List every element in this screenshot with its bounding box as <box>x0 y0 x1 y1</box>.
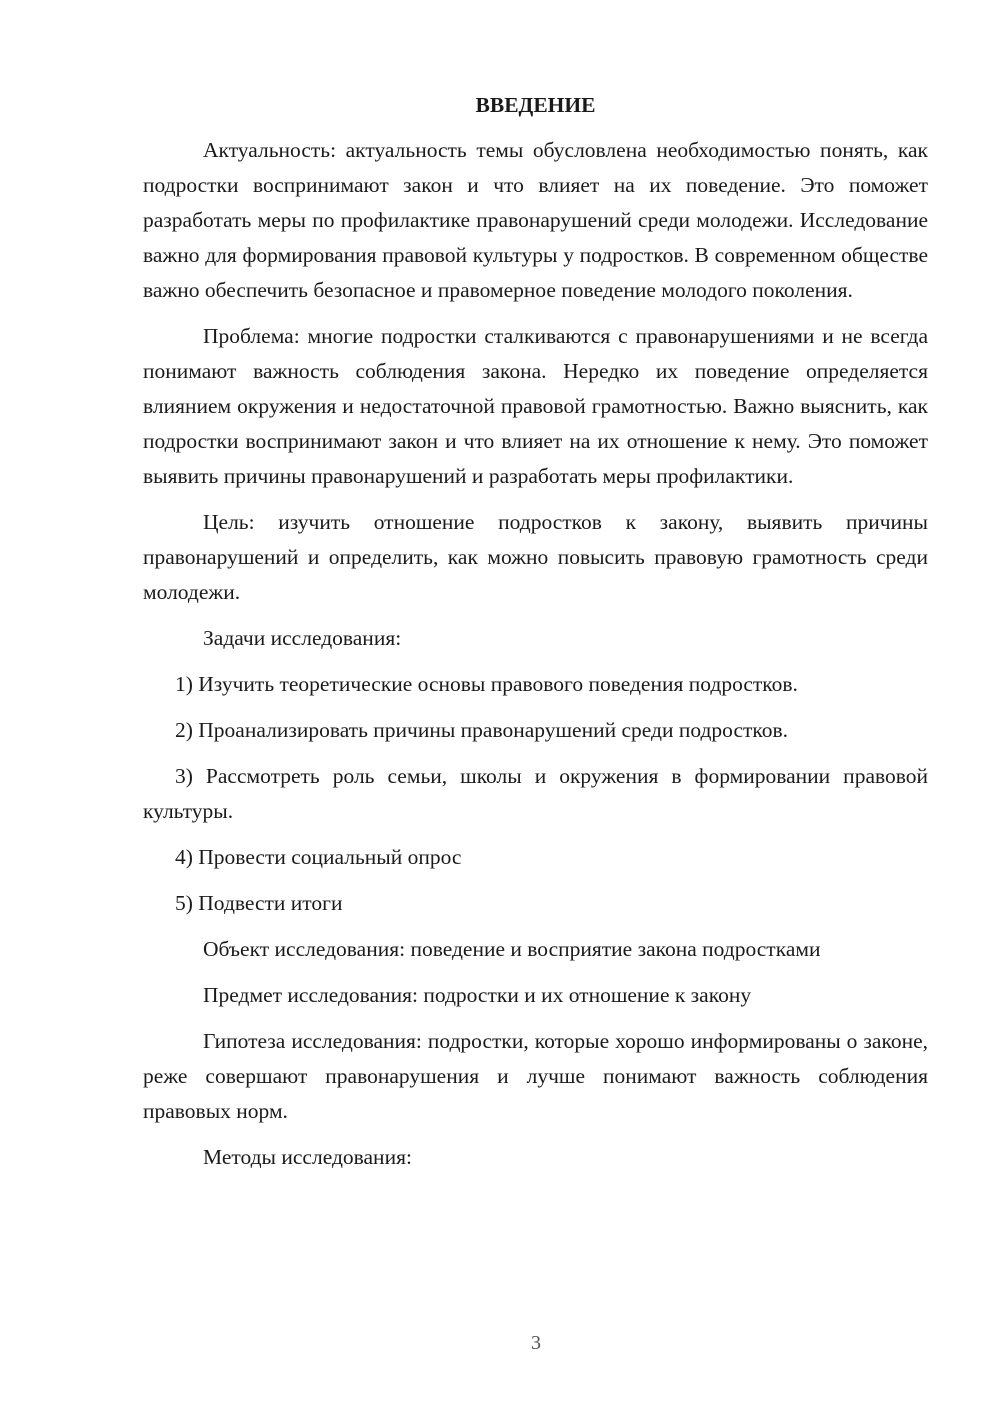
tasks-heading: Задачи исследования: <box>203 626 402 650</box>
hypothesis-paragraph: Гипотеза исследования: подростки, которые хорошо информированы о законе, реже совершают правонарушения и лучше понимают важность соблюдения правовых норм. <box>143 1029 928 1123</box>
section-heading: ВВЕДЕНИЕ <box>475 93 596 117</box>
task-item: 4) Провести социальный опрос <box>175 845 462 869</box>
methods-heading: Методы исследования: <box>203 1145 412 1169</box>
relevance-paragraph: Актуальность: актуальность темы обусловлена необходимостью понять, как подростки воспринимают закон и что влияет на их поведение. Это поможет разработать меры по профилактике правонарушений среди молодежи. Исследование важно для формирования правовой культуры у подростков. В современном обществе важно обеспечить безопасное и правомерное поведение молодого поколения. <box>143 138 928 302</box>
page-number: 3 <box>531 1332 541 1354</box>
problem-paragraph: Проблема: многие подростки сталкиваются с правонарушениями и не всегда понимают важность соблюдения закона. Нередко их поведение определяется влиянием окружения и недостаточной правовой грамотностью. Важно выяснить, как подростки воспринимают закон и что влияет на их отношение к нему. Это поможет выявить причины правонарушений и разработать меры профилактики. <box>143 324 928 488</box>
task-item: 1) Изучить теоретические основы правового поведения подростков. <box>175 672 798 696</box>
task-item: 2) Проанализировать причины правонарушений среди подростков. <box>175 718 789 742</box>
goal-paragraph: Цель: изучить отношение подростков к закону, выявить причины правонарушений и определить, как можно повысить правовую грамотность среди молодежи. <box>143 510 928 604</box>
task-item: 3) Рассмотреть роль семьи, школы и окружения в формировании правовой культуры. <box>143 764 928 823</box>
document-page <box>143 88 928 1186</box>
subject-paragraph: Предмет исследования: подростки и их отношение к закону <box>203 983 752 1007</box>
task-item: 5) Подвести итоги <box>175 891 343 915</box>
object-paragraph: Объект исследования: поведение и восприятие закона подростками <box>203 937 821 961</box>
